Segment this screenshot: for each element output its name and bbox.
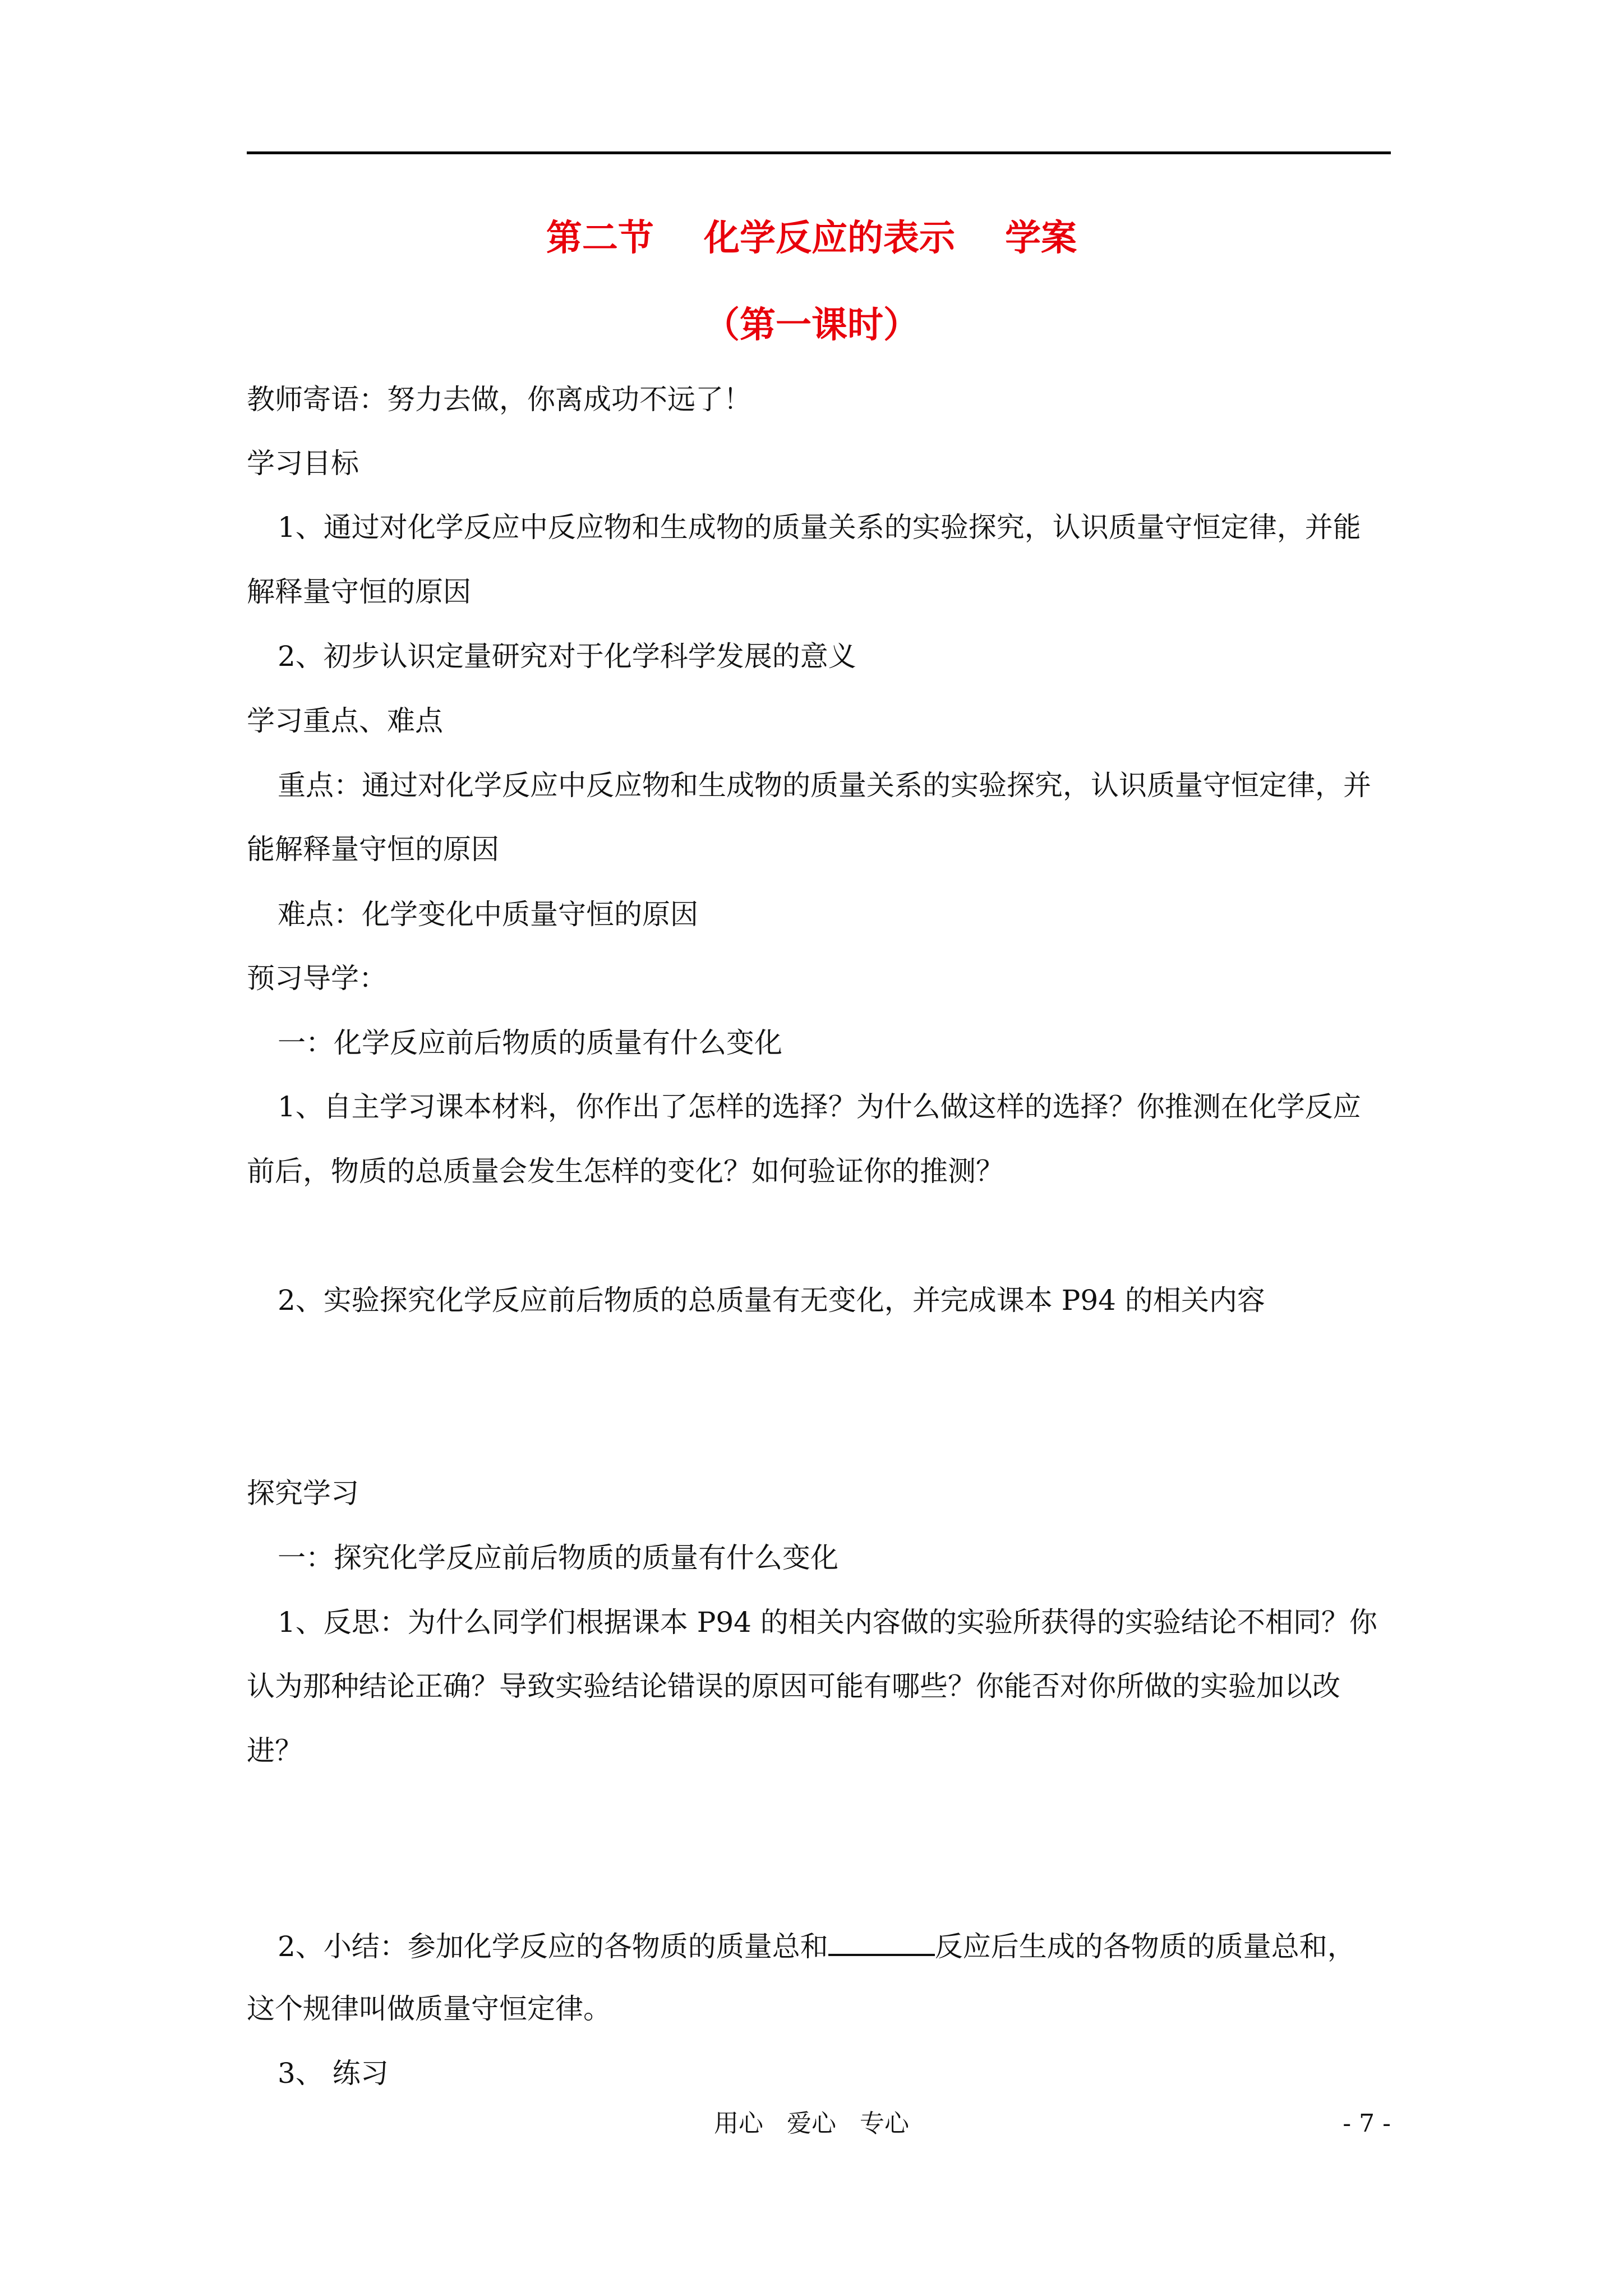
preview-topic: 一：化学反应前后物质的质量有什么变化 (278, 1027, 782, 1059)
summary-statement-continued: 这个规律叫做质量守恒定律。 (247, 1993, 611, 2025)
difficult-point: 难点：化学变化中质量守恒的原因 (278, 898, 698, 931)
section-heading-key-points: 学习重点、难点 (247, 705, 443, 737)
inquiry-topic: 一：探究化学反应前后物质的质量有什么变化 (278, 1542, 838, 1574)
page-title: 第二节 化学反应的表示 学案 (546, 217, 1077, 259)
page-subtitle: （第一课时） (704, 304, 919, 346)
summary-statement (278, 1928, 1355, 1963)
objective-2: 2、初步认识定量研究对于化学科学发展的意义 (278, 640, 856, 673)
section-heading-inquiry: 探究学习 (247, 1477, 359, 1510)
objective-1-continued: 解释量守恒的原因 (247, 576, 471, 608)
teacher-message: 教师寄语：努力去做，你离成功不远了！ (247, 383, 751, 416)
footer-motto: 用心 爱心 专心 (714, 2109, 909, 2138)
summary-after-blank: 反应后生成的各物质的质量总和， (934, 1930, 1355, 1963)
preview-question-1: 1、自主学习课本材料，你作出了怎样的选择？为什么做这样的选择？你推测在化学反应 (278, 1091, 1361, 1123)
summary-before-blank: 2、小结：参加化学反应的各物质的质量总和 (278, 1930, 828, 1963)
section-heading-preview: 预习导学： (247, 962, 387, 995)
reflection-question: 1、反思：为什么同学们根据课本 P94 的相关内容做的实验所获得的实验结论不相同？你 (278, 1606, 1377, 1639)
preview-question-2: 2、实验探究化学反应前后物质的总质量有无变化，并完成课本 P94 的相关内容 (278, 1284, 1265, 1317)
exercise-heading: 3、 练习 (278, 2057, 389, 2090)
objective-1: 1、通过对化学反应中反应物和生成物的质量关系的实验探究，认识质量守恒定律，并能 (278, 511, 1361, 544)
section-heading-objectives: 学习目标 (247, 447, 359, 480)
key-point: 重点：通过对化学反应中反应物和生成物的质量关系的实验探究，认识质量守恒定律，并 (278, 769, 1371, 802)
page-number: - 7 - (1343, 2109, 1391, 2138)
reflection-question-continued: 认为那种结论正确？导致实验结论错误的原因可能有哪些？你能否对你所做的实验加以改 (247, 1670, 1340, 1703)
header-rule (247, 151, 1391, 154)
reflection-question-end: 进？ (247, 1734, 303, 1767)
fill-in-blank[interactable] (828, 1928, 935, 1956)
preview-question-1-continued: 前后，物质的总质量会发生怎样的变化？如何验证你的推测？ (247, 1155, 1004, 1188)
key-point-continued: 能解释量守恒的原因 (247, 833, 499, 866)
